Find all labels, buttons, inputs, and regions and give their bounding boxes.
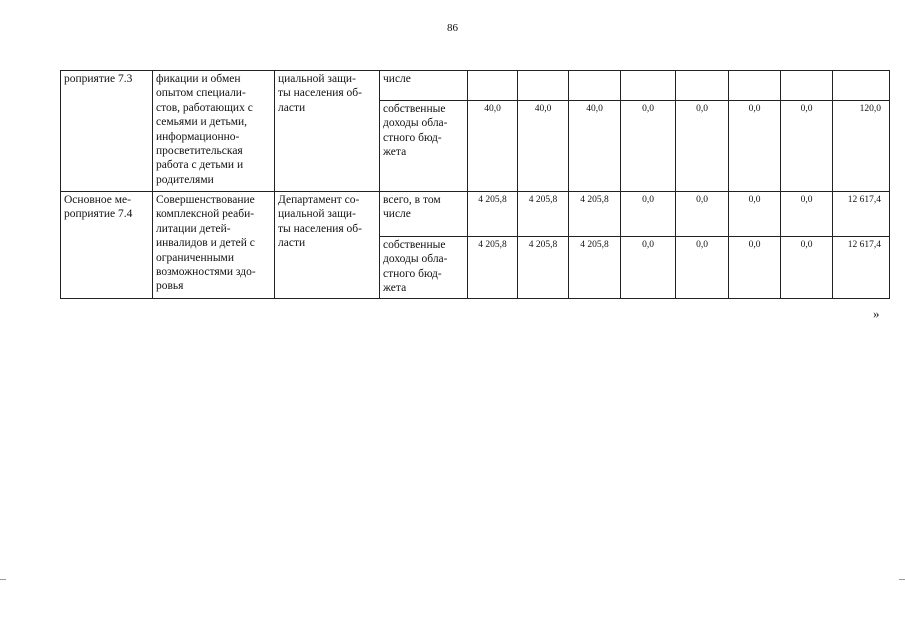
value-cell: 0,0 bbox=[676, 101, 729, 192]
page-number: 86 bbox=[447, 22, 458, 34]
value-cell: 0,0 bbox=[621, 192, 676, 237]
value-cell bbox=[518, 71, 569, 101]
scan-edge-mark bbox=[0, 579, 6, 580]
total-cell bbox=[833, 71, 890, 101]
value-cell bbox=[676, 71, 729, 101]
executor-cell: Департамент со- циальной защи- ты населения об- ласти bbox=[275, 192, 380, 299]
closing-quote: » bbox=[873, 306, 880, 321]
source-cell: собственные доходы обла- стного бюд- жета bbox=[380, 237, 468, 299]
budget-table bbox=[60, 70, 890, 299]
event-cell: Основное ме- роприятие 7.4 bbox=[61, 192, 153, 299]
value-cell bbox=[781, 71, 833, 101]
value-cell bbox=[468, 71, 518, 101]
source-cell: собственные доходы обла- стного бюд- жета bbox=[380, 101, 468, 192]
executor-cell: циальной защи- ты населения об- ласти bbox=[275, 71, 380, 192]
value-cell: 0,0 bbox=[621, 237, 676, 299]
value-cell: 4 205,8 bbox=[518, 192, 569, 237]
value-cell: 40,0 bbox=[468, 101, 518, 192]
value-cell: 0,0 bbox=[781, 101, 833, 192]
total-cell: 120,0 bbox=[833, 101, 890, 192]
description-cell: Совершенствование комплексной реаби- литации детей- инвалидов и детей с ограниченными возможностями здо- ровья bbox=[153, 192, 275, 299]
description-cell: фикации и обмен опытом специали- стов, работающих с семьями и детьми, информационно- просветительская работа с детьми и родителями bbox=[153, 71, 275, 192]
source-cell: всего, в том числе bbox=[380, 192, 468, 237]
value-cell bbox=[729, 71, 781, 101]
table-row bbox=[61, 71, 890, 101]
scan-edge-mark bbox=[899, 579, 905, 580]
value-cell: 0,0 bbox=[781, 237, 833, 299]
value-cell: 4 205,8 bbox=[468, 192, 518, 237]
value-cell: 4 205,8 bbox=[569, 237, 621, 299]
value-cell bbox=[621, 71, 676, 101]
value-cell: 0,0 bbox=[676, 192, 729, 237]
value-cell: 0,0 bbox=[729, 192, 781, 237]
value-cell: 4 205,8 bbox=[569, 192, 621, 237]
value-cell: 0,0 bbox=[781, 192, 833, 237]
value-cell: 4 205,8 bbox=[468, 237, 518, 299]
value-cell: 40,0 bbox=[518, 101, 569, 192]
total-cell: 12 617,4 bbox=[833, 192, 890, 237]
value-cell bbox=[569, 71, 621, 101]
value-cell: 40,0 bbox=[569, 101, 621, 192]
value-cell: 0,0 bbox=[676, 237, 729, 299]
value-cell: 0,0 bbox=[621, 101, 676, 192]
value-cell: 0,0 bbox=[729, 237, 781, 299]
source-cell: числе bbox=[380, 71, 468, 101]
total-cell: 12 617,4 bbox=[833, 237, 890, 299]
value-cell: 0,0 bbox=[729, 101, 781, 192]
event-cell: роприятие 7.3 bbox=[61, 71, 153, 192]
value-cell: 4 205,8 bbox=[518, 237, 569, 299]
table-row bbox=[61, 192, 890, 237]
